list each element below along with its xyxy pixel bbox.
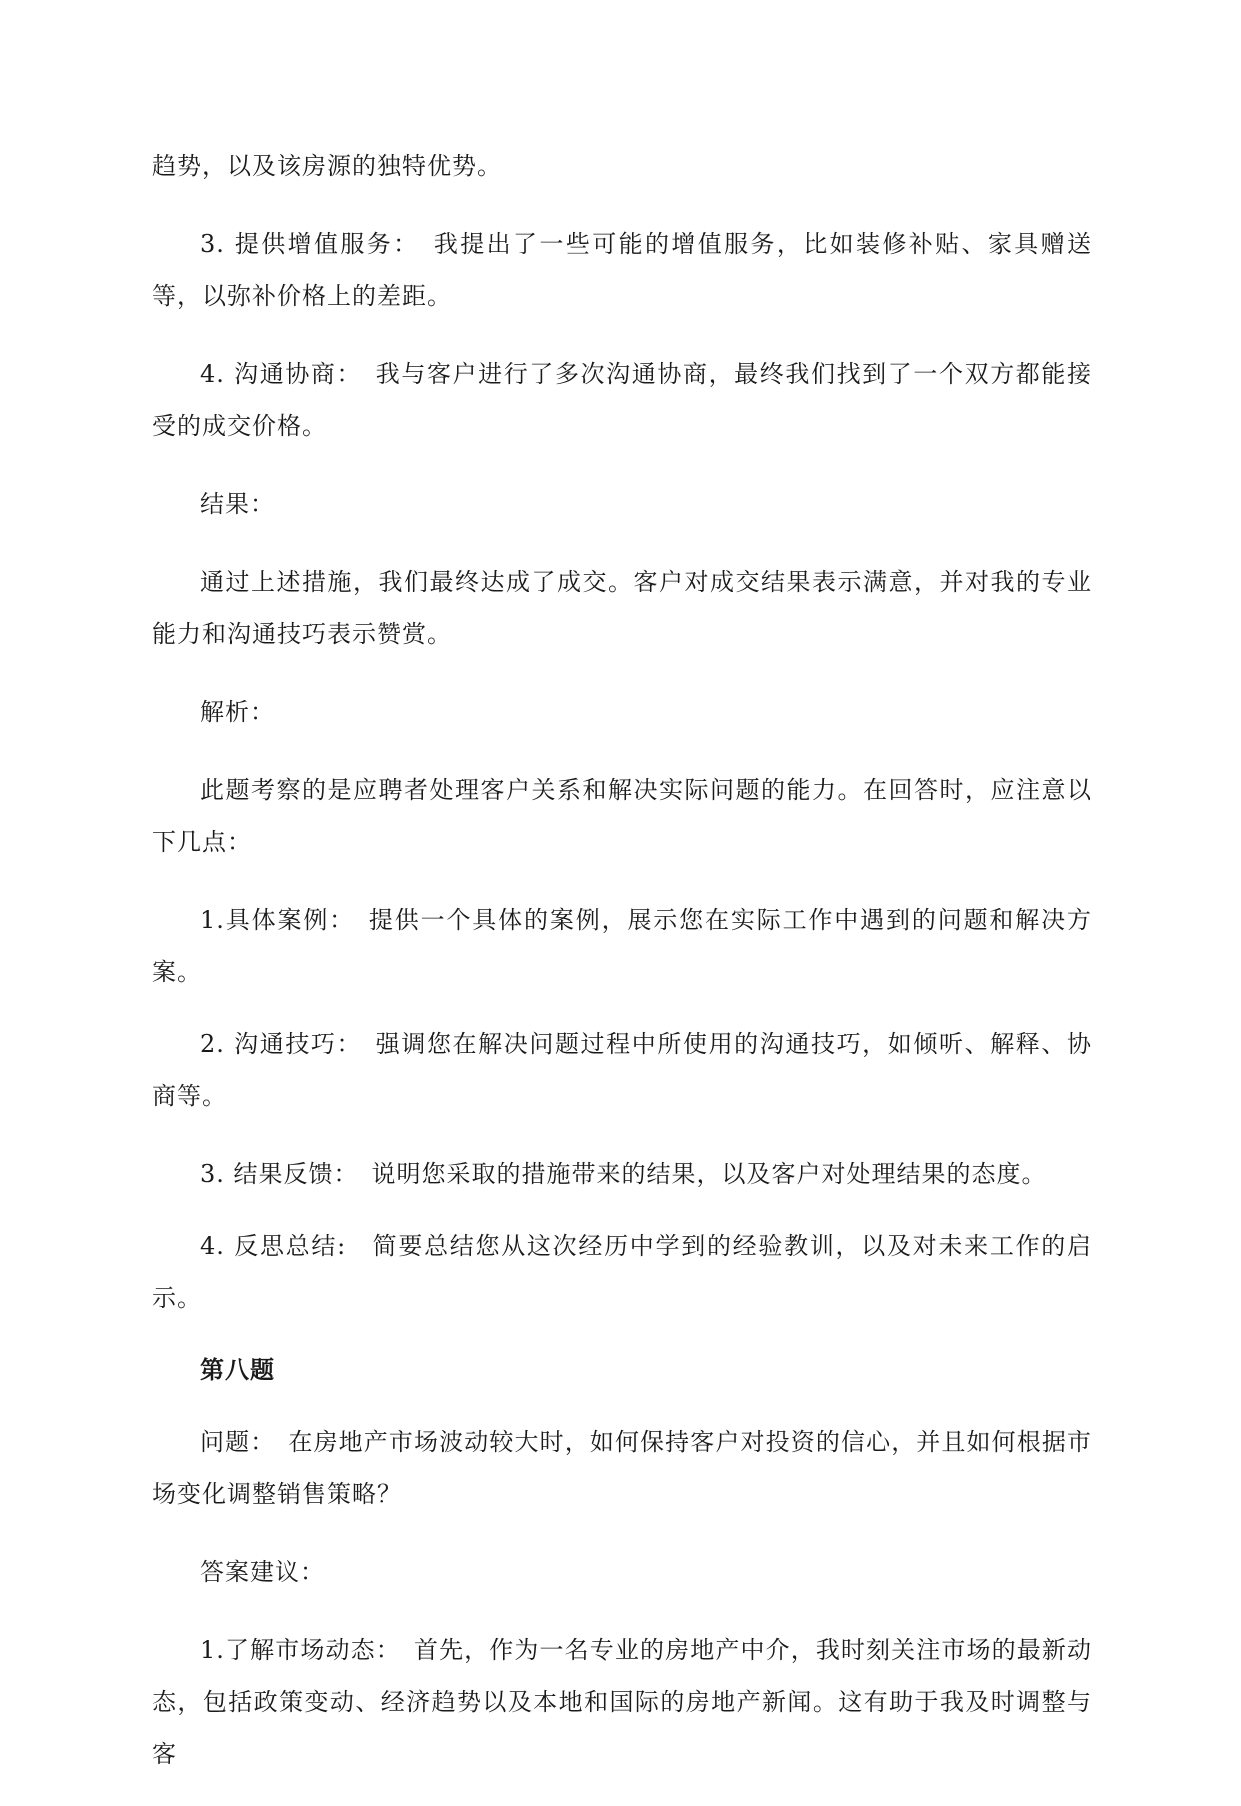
paragraph-result: 通过上述措施，我们最终达成了成交。客户对成交结果表示满意，并对我的专业能力和沟通技巧表示赞赏。 xyxy=(152,568,1092,648)
label-suggested-answer: 答案建议： xyxy=(200,1558,325,1586)
paragraph-negotiation: 4. 沟通协商： 我与客户进行了多次沟通协商，最终我们找到了一个双方都能接受的成交价格。 xyxy=(152,360,1092,440)
paragraph-analysis: 此题考察的是应聘者处理客户关系和解决实际问题的能力。在回答时，应注意以下几点： xyxy=(152,776,1092,856)
point-communication-skills: 2. 沟通技巧： 强调您在解决问题过程中所使用的沟通技巧，如倾听、解释、协商等。 xyxy=(152,1030,1092,1110)
paragraph-question: 问题： 在房地产市场波动较大时，如何保持客户对投资的信心，并且如何根据市场变化调整销售策略？ xyxy=(152,1428,1092,1508)
document-body xyxy=(152,140,1092,1806)
paragraph-value-added-services: 3. 提供增值服务： 我提出了一些可能的增值服务，比如装修补贴、家具赠送等，以弥补价格上的差距。 xyxy=(152,230,1092,310)
point-reflection: 4. 反思总结: 简要总结您从这次经历中学到的经验教训，以及对未来工作的启示。 xyxy=(152,1232,1092,1312)
paragraph-continuation: 趋势，以及该房源的独特优势。 xyxy=(152,152,502,180)
label-analysis: 解析： xyxy=(200,698,275,726)
label-result: 结果： xyxy=(200,490,275,518)
question-heading: 第八题 xyxy=(200,1356,275,1384)
point-specific-case: 1.具体案例： 提供一个具体的案例，展示您在实际工作中遇到的问题和解决方案。 xyxy=(152,906,1092,986)
paragraph-market-dynamics: 1.了解市场动态： 首先，作为一名专业的房地产中介，我时刻关注市场的最新动态，包括政策变动、经济趋势以及本地和国际的房地产新闻。这有助于我及时调整与客 xyxy=(152,1636,1092,1768)
point-result-feedback: 3. 结果反馈： 说明您采取的措施带来的结果，以及客户对处理结果的态度。 xyxy=(200,1160,1047,1188)
